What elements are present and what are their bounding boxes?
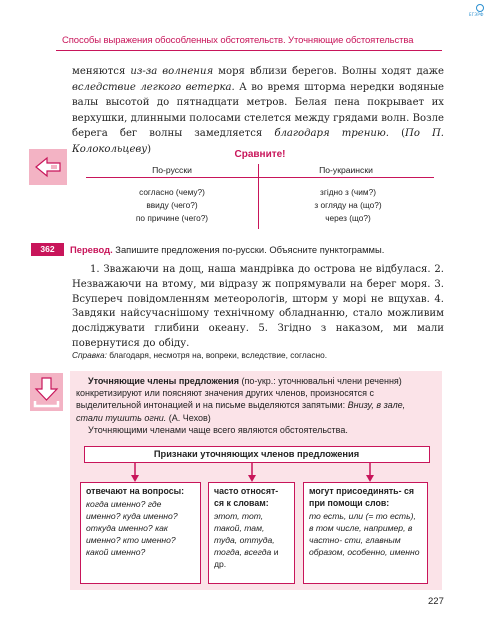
table-cell: згідно з (чим?)	[320, 187, 376, 197]
table-cell: через (що?)	[325, 213, 371, 223]
hand-pointing-icon	[29, 149, 67, 185]
page-header: Способы выражения обособленных обстоятельств. Уточняющие обстоятельства	[62, 35, 414, 46]
text-paragraph: меняются из-за волнения моря вблизи берегов. Волны ходят даже вследствие легкого ветерка. А во время шторма нередки водяные валы высотой до пятнадцати метров. Белая пена покрывает их верхушки, длинными полосами стелется между грядами волн. Возле берега бег волны замедляется благодаря трению. (По П. Колокольцеву)	[72, 66, 444, 155]
arrows	[70, 463, 442, 483]
site-logo	[469, 4, 491, 18]
compare-table	[86, 149, 434, 229]
download-arrow-icon	[30, 373, 63, 411]
logo-text: ЕГЭРФ	[469, 12, 484, 17]
column-head-ukrainian: По-украински	[319, 165, 373, 175]
exercise-hint: Справка: благодаря, несмотря на, вопреки, вследствие, согласно.	[72, 350, 327, 360]
compare-title: Сравните!	[234, 149, 286, 160]
table-column-divider	[258, 164, 259, 229]
sign-card-linking: могут присоединять- ся при помощи слов: то есть, или (= то есть), в том числе, например, в частно- сти, главным образом, особенно, именно	[303, 482, 428, 584]
rule-term: Уточняющие члены предложения	[88, 376, 239, 386]
table-cell: ввиду (чего?)	[146, 200, 198, 210]
sign-card-questions: отвечают на вопросы: когда именно? где именно? куда именно? откуда именно? как именно? кто именно? какой именно?	[80, 482, 201, 584]
header-divider	[56, 50, 442, 51]
table-cell: по причине (чего?)	[135, 213, 209, 223]
rule-example: Внизу, в зале, стали тушить огни.	[76, 400, 406, 423]
sign-card-words: часто относят- ся к словам: этот, тот, такой, там, туда, оттуда, тогда, всегда и др.	[208, 482, 295, 584]
exercise-number: 362	[31, 243, 64, 256]
table-cell: согласно (чему?)	[139, 187, 205, 197]
exercise-task: Перевод. Запишите предложения по-русски. Объясните пунктограммы.	[70, 244, 385, 255]
rule-text: Уточняющие члены предложения (по-укр.: уточнювальні члени речення) конкретизируют или поясняют значения других членов, произносятся с выделительной интонацией и на письме выделяются запятыми: Внизу, в зале, стали тушить огни. (А. Чехов) Уточняющими членами чаще всего являются обстоятельства.	[76, 375, 434, 436]
exercise-keyword: Перевод.	[70, 244, 113, 255]
table-cell: з огляду на (що?)	[314, 200, 382, 210]
table-divider	[86, 177, 434, 178]
exercise-text: 1. Зважаючи на дощ, наша мандрівка до острова не відбулася. 2. Незважаючи на втому, ми відразу ж попрямували на берег моря. 3. Всупереч повідомленням метеорологів, шторм у морі не вщухав. 4. Завдяки найсучаснішому технічному обладнанню, стало можливим досліджувати глибини океану. 5. Згідно з наказом, ми мали повернутися до обіду.	[72, 264, 444, 349]
globe-icon	[476, 4, 484, 12]
russian-column	[86, 186, 258, 225]
rule-box	[70, 371, 442, 590]
hint-label: Справка:	[72, 350, 107, 360]
signs-header-box	[84, 446, 430, 463]
column-head-russian: По-русски	[152, 165, 192, 175]
page-number: 227	[428, 596, 444, 607]
ukrainian-column	[262, 186, 434, 225]
signs-title: Признаки уточняющих членов предложения	[153, 449, 360, 459]
rule-second: Уточняющими членами чаще всего являются обстоятельства.	[88, 424, 348, 435]
